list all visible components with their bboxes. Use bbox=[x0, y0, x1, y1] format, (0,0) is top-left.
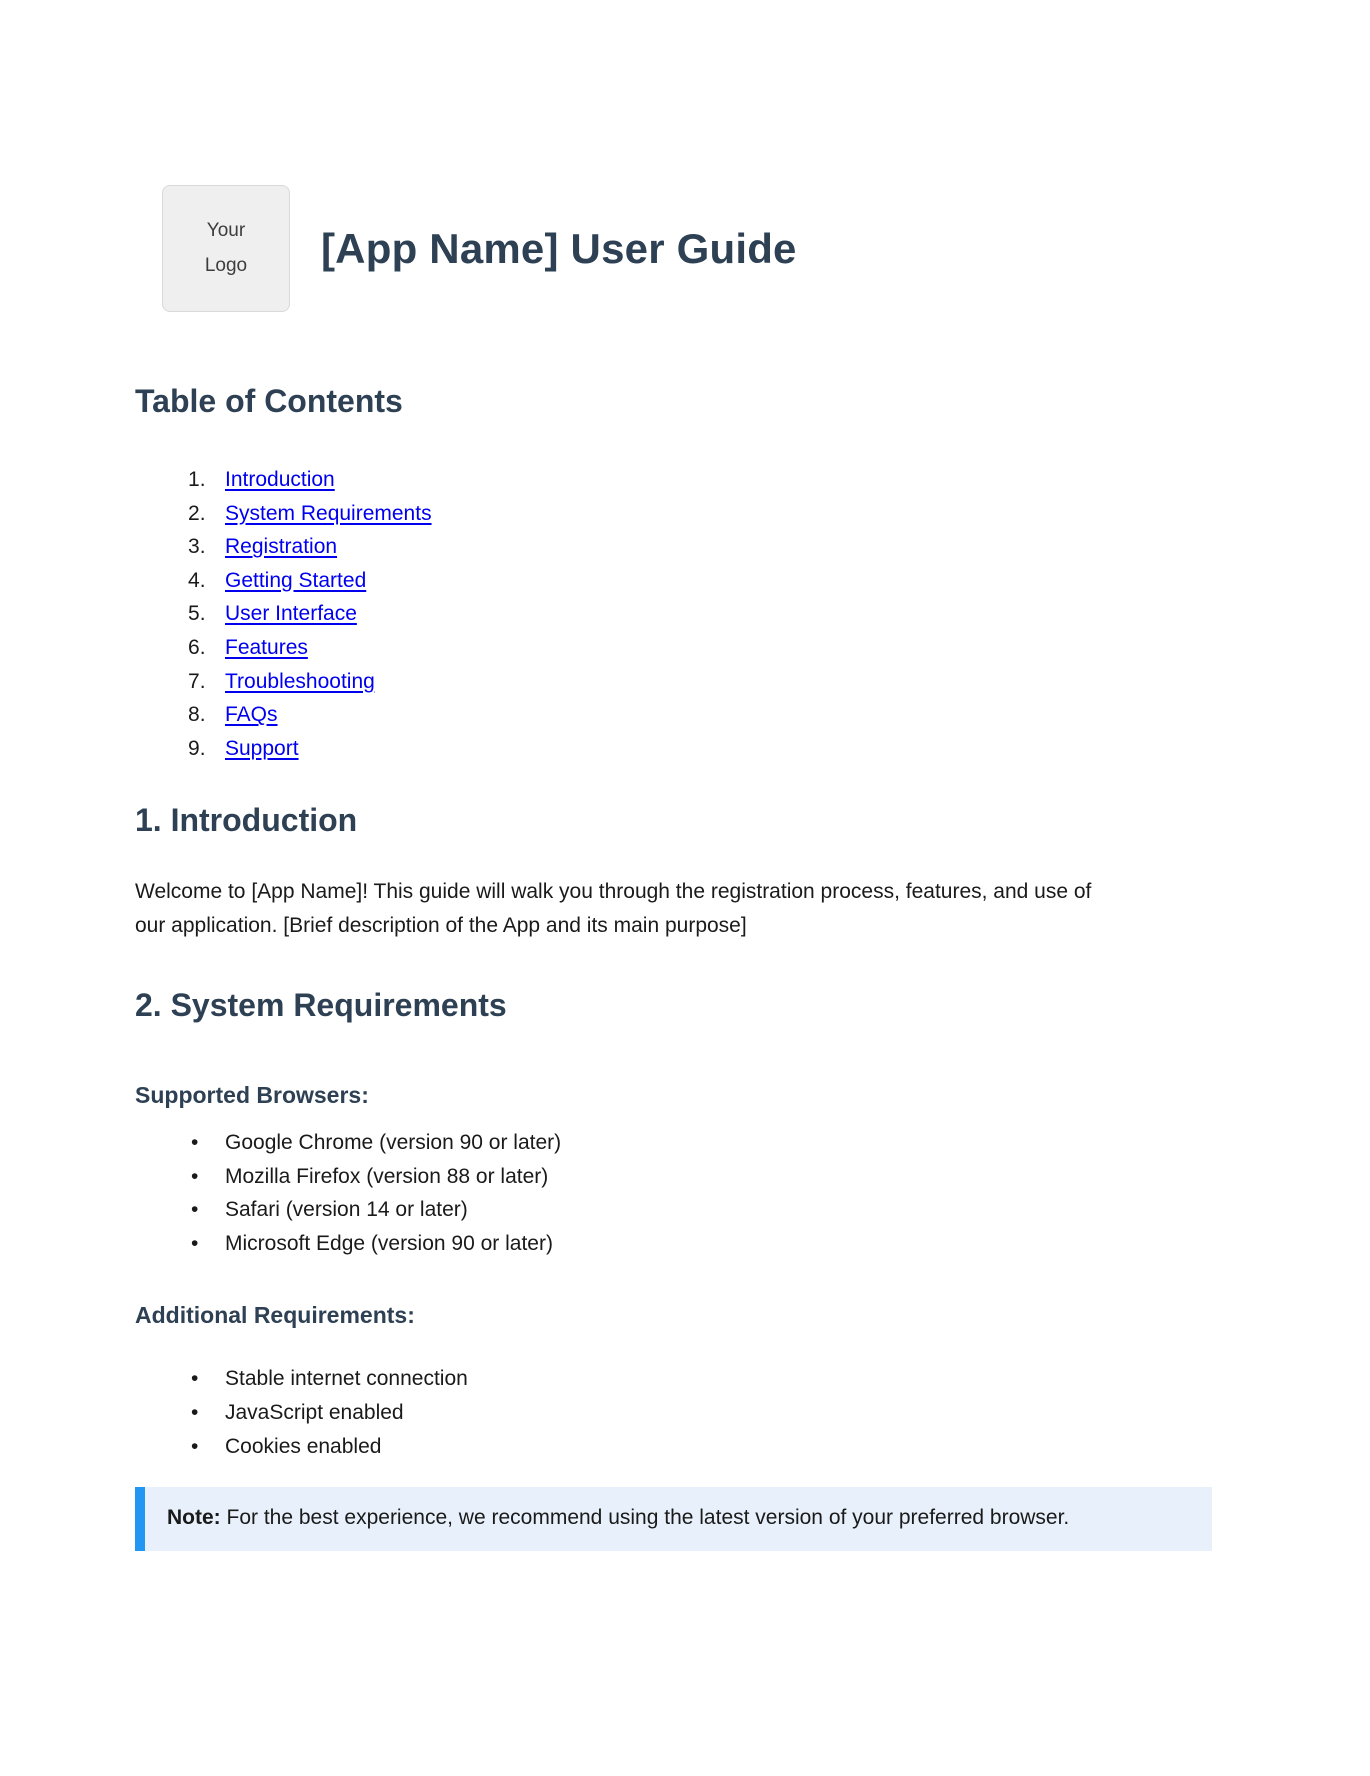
toc-link-support[interactable]: Support bbox=[225, 736, 299, 760]
toc-item bbox=[225, 698, 1212, 732]
toc-link-system-requirements[interactable]: System Requirements bbox=[225, 501, 432, 525]
toc-link-registration[interactable]: Registration bbox=[225, 535, 338, 559]
list-item: • Google Chrome (version 90 or later) bbox=[225, 1126, 1212, 1160]
list-item: • Stable internet connection bbox=[225, 1362, 1212, 1396]
list-item: • Safari (version 14 or later) bbox=[225, 1193, 1212, 1227]
note-callout bbox=[135, 1487, 1212, 1551]
toc-item bbox=[225, 597, 1212, 631]
logo-text-line2: Logo bbox=[204, 254, 248, 276]
toc-link-troubleshooting[interactable]: Troubleshooting bbox=[225, 669, 375, 693]
supported-browsers-list bbox=[135, 1126, 1212, 1260]
toc-item bbox=[225, 463, 1212, 497]
introduction-heading: 1. Introduction bbox=[135, 802, 358, 839]
toc-list bbox=[135, 463, 1212, 765]
list-item: • Cookies enabled bbox=[225, 1430, 1212, 1464]
toc-link-getting-started[interactable]: Getting Started bbox=[225, 568, 367, 592]
toc-link-features[interactable]: Features bbox=[225, 635, 308, 659]
additional-requirements-heading: Additional Requirements: bbox=[135, 1301, 415, 1328]
list-item: • Microsoft Edge (version 90 or later) bbox=[225, 1227, 1212, 1261]
system-requirements-heading: 2. System Requirements bbox=[135, 986, 507, 1023]
toc-link-user-interface[interactable]: User Interface bbox=[225, 602, 357, 626]
note-text: For the best experience, we recommend using the latest version of your preferred browser. bbox=[226, 1506, 1070, 1530]
logo-text-line1: Your bbox=[206, 220, 246, 242]
toc-item bbox=[225, 497, 1212, 531]
note-label: Note: bbox=[167, 1506, 221, 1530]
toc-item bbox=[225, 631, 1212, 665]
toc-link-faqs[interactable]: FAQs bbox=[225, 703, 278, 727]
introduction-paragraph: Welcome to [App Name]! This guide will walk you through the registration process, features, and use of our application. [Brief description of the App and its main purpose] bbox=[135, 880, 1092, 937]
logo-placeholder bbox=[162, 185, 290, 312]
toc-item bbox=[225, 732, 1212, 766]
toc-item bbox=[225, 564, 1212, 598]
toc-item bbox=[225, 530, 1212, 564]
additional-requirements-list bbox=[135, 1362, 1212, 1463]
list-item: • JavaScript enabled bbox=[225, 1396, 1212, 1430]
page-title: [App Name] User Guide bbox=[321, 224, 797, 272]
toc-heading: Table of Contents bbox=[135, 383, 403, 419]
list-item: • Mozilla Firefox (version 88 or later) bbox=[225, 1160, 1212, 1194]
toc-link-introduction[interactable]: Introduction bbox=[225, 468, 335, 491]
document-header bbox=[135, 185, 1212, 312]
toc-item bbox=[225, 665, 1212, 699]
supported-browsers-heading: Supported Browsers: bbox=[135, 1081, 369, 1108]
